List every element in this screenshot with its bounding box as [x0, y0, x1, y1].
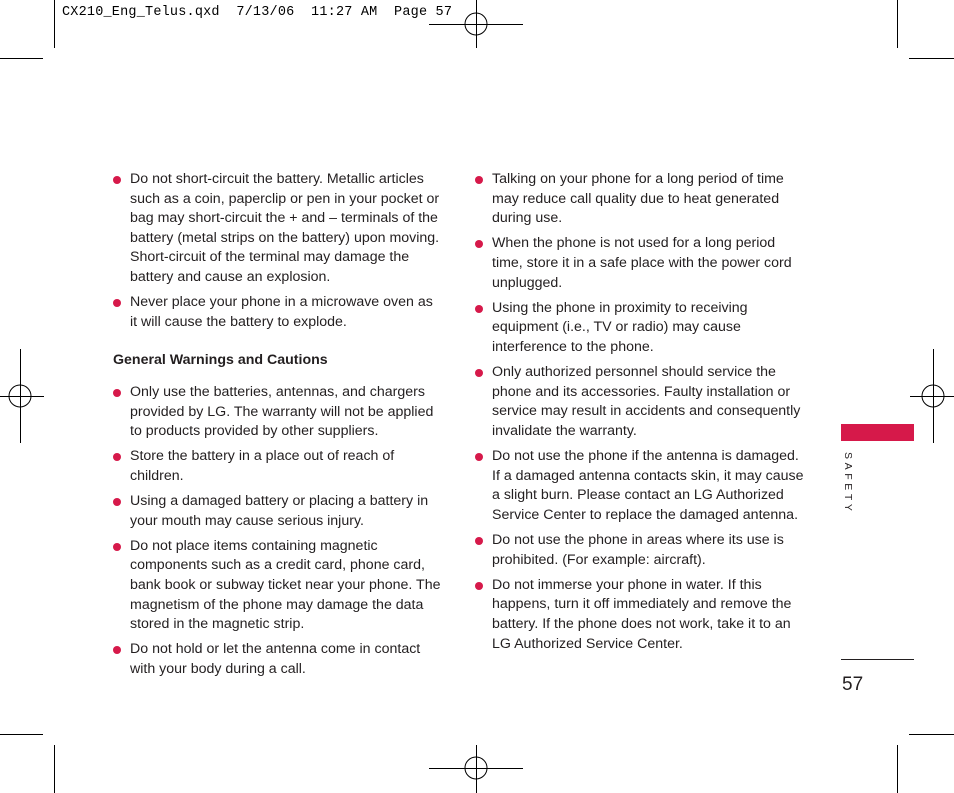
bullet-icon — [113, 498, 121, 506]
registration-mark-top — [429, 0, 523, 48]
list-item: Do not place items containing magnetic components such as a credit card, phone card, bank book or subway ticket near your phone. The magnetism of the phone may damage the data stored in the magnetic strip. — [113, 537, 443, 635]
bullet-icon — [475, 176, 483, 184]
list-item: Only authorized personnel should service the phone and its accessories. Faulty installation or service may result in accidents and consequently invalidate the warranty. — [475, 363, 807, 441]
list-item: Store the battery in a place out of reach of children. — [113, 447, 443, 486]
bullet-icon — [113, 646, 121, 654]
section-tab-bar — [841, 424, 914, 441]
right-column — [475, 170, 807, 660]
registration-mark-bottom — [429, 745, 523, 793]
list-item: Never place your phone in a microwave oven as it will cause the battery to explode. — [113, 293, 443, 332]
print-slug-line: CX210_Eng_Telus.qxd 7/13/06 11:27 AM Page 57 — [62, 5, 453, 20]
list-item: Only use the batteries, antennas, and chargers provided by LG. The warranty will not be applied to products provided by other suppliers. — [113, 383, 443, 442]
bullet-icon — [475, 582, 483, 590]
left-column — [113, 170, 443, 685]
page-number-rule — [841, 659, 914, 660]
phone-use-warnings-list — [475, 170, 807, 654]
registration-mark-left — [0, 349, 44, 443]
battery-warnings-list — [113, 170, 443, 332]
bullet-icon — [113, 176, 121, 184]
list-item: Do not short-circuit the battery. Metallic articles such as a coin, paperclip or pen in your pocket or bag may short-circuit the + and – terminals of the battery (metal strips on the battery) upon moving. Short-circuit of the terminal may damage the battery and cause an explosion. — [113, 170, 443, 288]
page-number: 57 — [842, 674, 864, 695]
list-item: When the phone is not used for a long period time, store it in a safe place with the power cord unplugged. — [475, 234, 807, 293]
list-item: Do not hold or let the antenna come in contact with your body during a call. — [113, 640, 443, 679]
bullet-icon — [113, 299, 121, 307]
bullet-icon — [113, 389, 121, 397]
bullet-icon — [475, 537, 483, 545]
bullet-icon — [475, 240, 483, 248]
bullet-icon — [113, 543, 121, 551]
list-item: Do not use the phone if the antenna is damaged. If a damaged antenna contacts skin, it may cause a slight burn. Please contact an LG Authorized Service Center to replace the damaged antenna. — [475, 447, 807, 525]
list-item: Using the phone in proximity to receiving equipment (i.e., TV or radio) may cause interference to the phone. — [475, 299, 807, 358]
registration-mark-right — [910, 349, 954, 443]
list-item: Do not use the phone in areas where its use is prohibited. (For example: aircraft). — [475, 531, 807, 570]
section-heading: General Warnings and Cautions — [113, 352, 328, 369]
bullet-icon — [475, 369, 483, 377]
bullet-icon — [113, 453, 121, 461]
general-warnings-list — [113, 383, 443, 680]
list-item: Talking on your phone for a long period of time may reduce call quality due to heat generated during use. — [475, 170, 807, 229]
list-item: Do not immerse your phone in water. If this happens, turn it off immediately and remove the battery. If the phone does not work, take it to an LG Authorized Service Center. — [475, 576, 807, 654]
section-tab-label: SAFETY — [842, 452, 854, 515]
bullet-icon — [475, 453, 483, 461]
list-item: Using a damaged battery or placing a battery in your mouth may cause serious injury. — [113, 492, 443, 531]
bullet-icon — [475, 305, 483, 313]
